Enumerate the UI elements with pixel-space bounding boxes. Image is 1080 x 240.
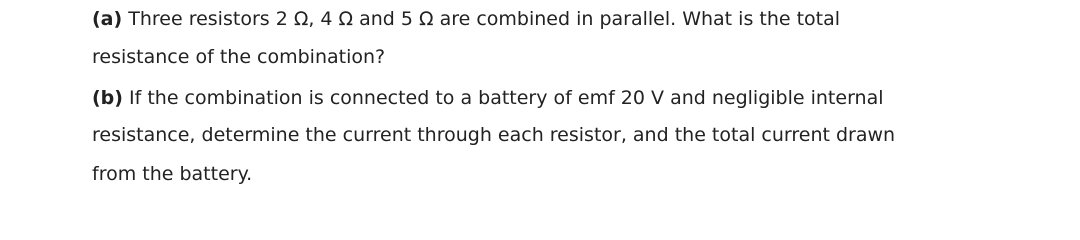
part-b-question-line-3: from the battery. <box>92 163 253 185</box>
part-a-label: (a) <box>92 8 123 30</box>
part-a-line-1 <box>92 7 840 31</box>
part-b-question-line-2: resistance, determine the current through each resistor, and the total current drawn <box>92 124 896 146</box>
part-a-question-line-2: resistance of the combination? <box>92 46 386 68</box>
part-b-label: (b) <box>92 87 123 109</box>
part-b-question-line-1: If the combination is connected to a battery of emf 20 V and negligible internal <box>122 87 884 109</box>
part-a-question-line-1: Three resistors 2 Ω, 4 Ω and 5 Ω are combined in parallel. What is the total <box>122 8 841 30</box>
part-b-line-1 <box>92 86 884 110</box>
